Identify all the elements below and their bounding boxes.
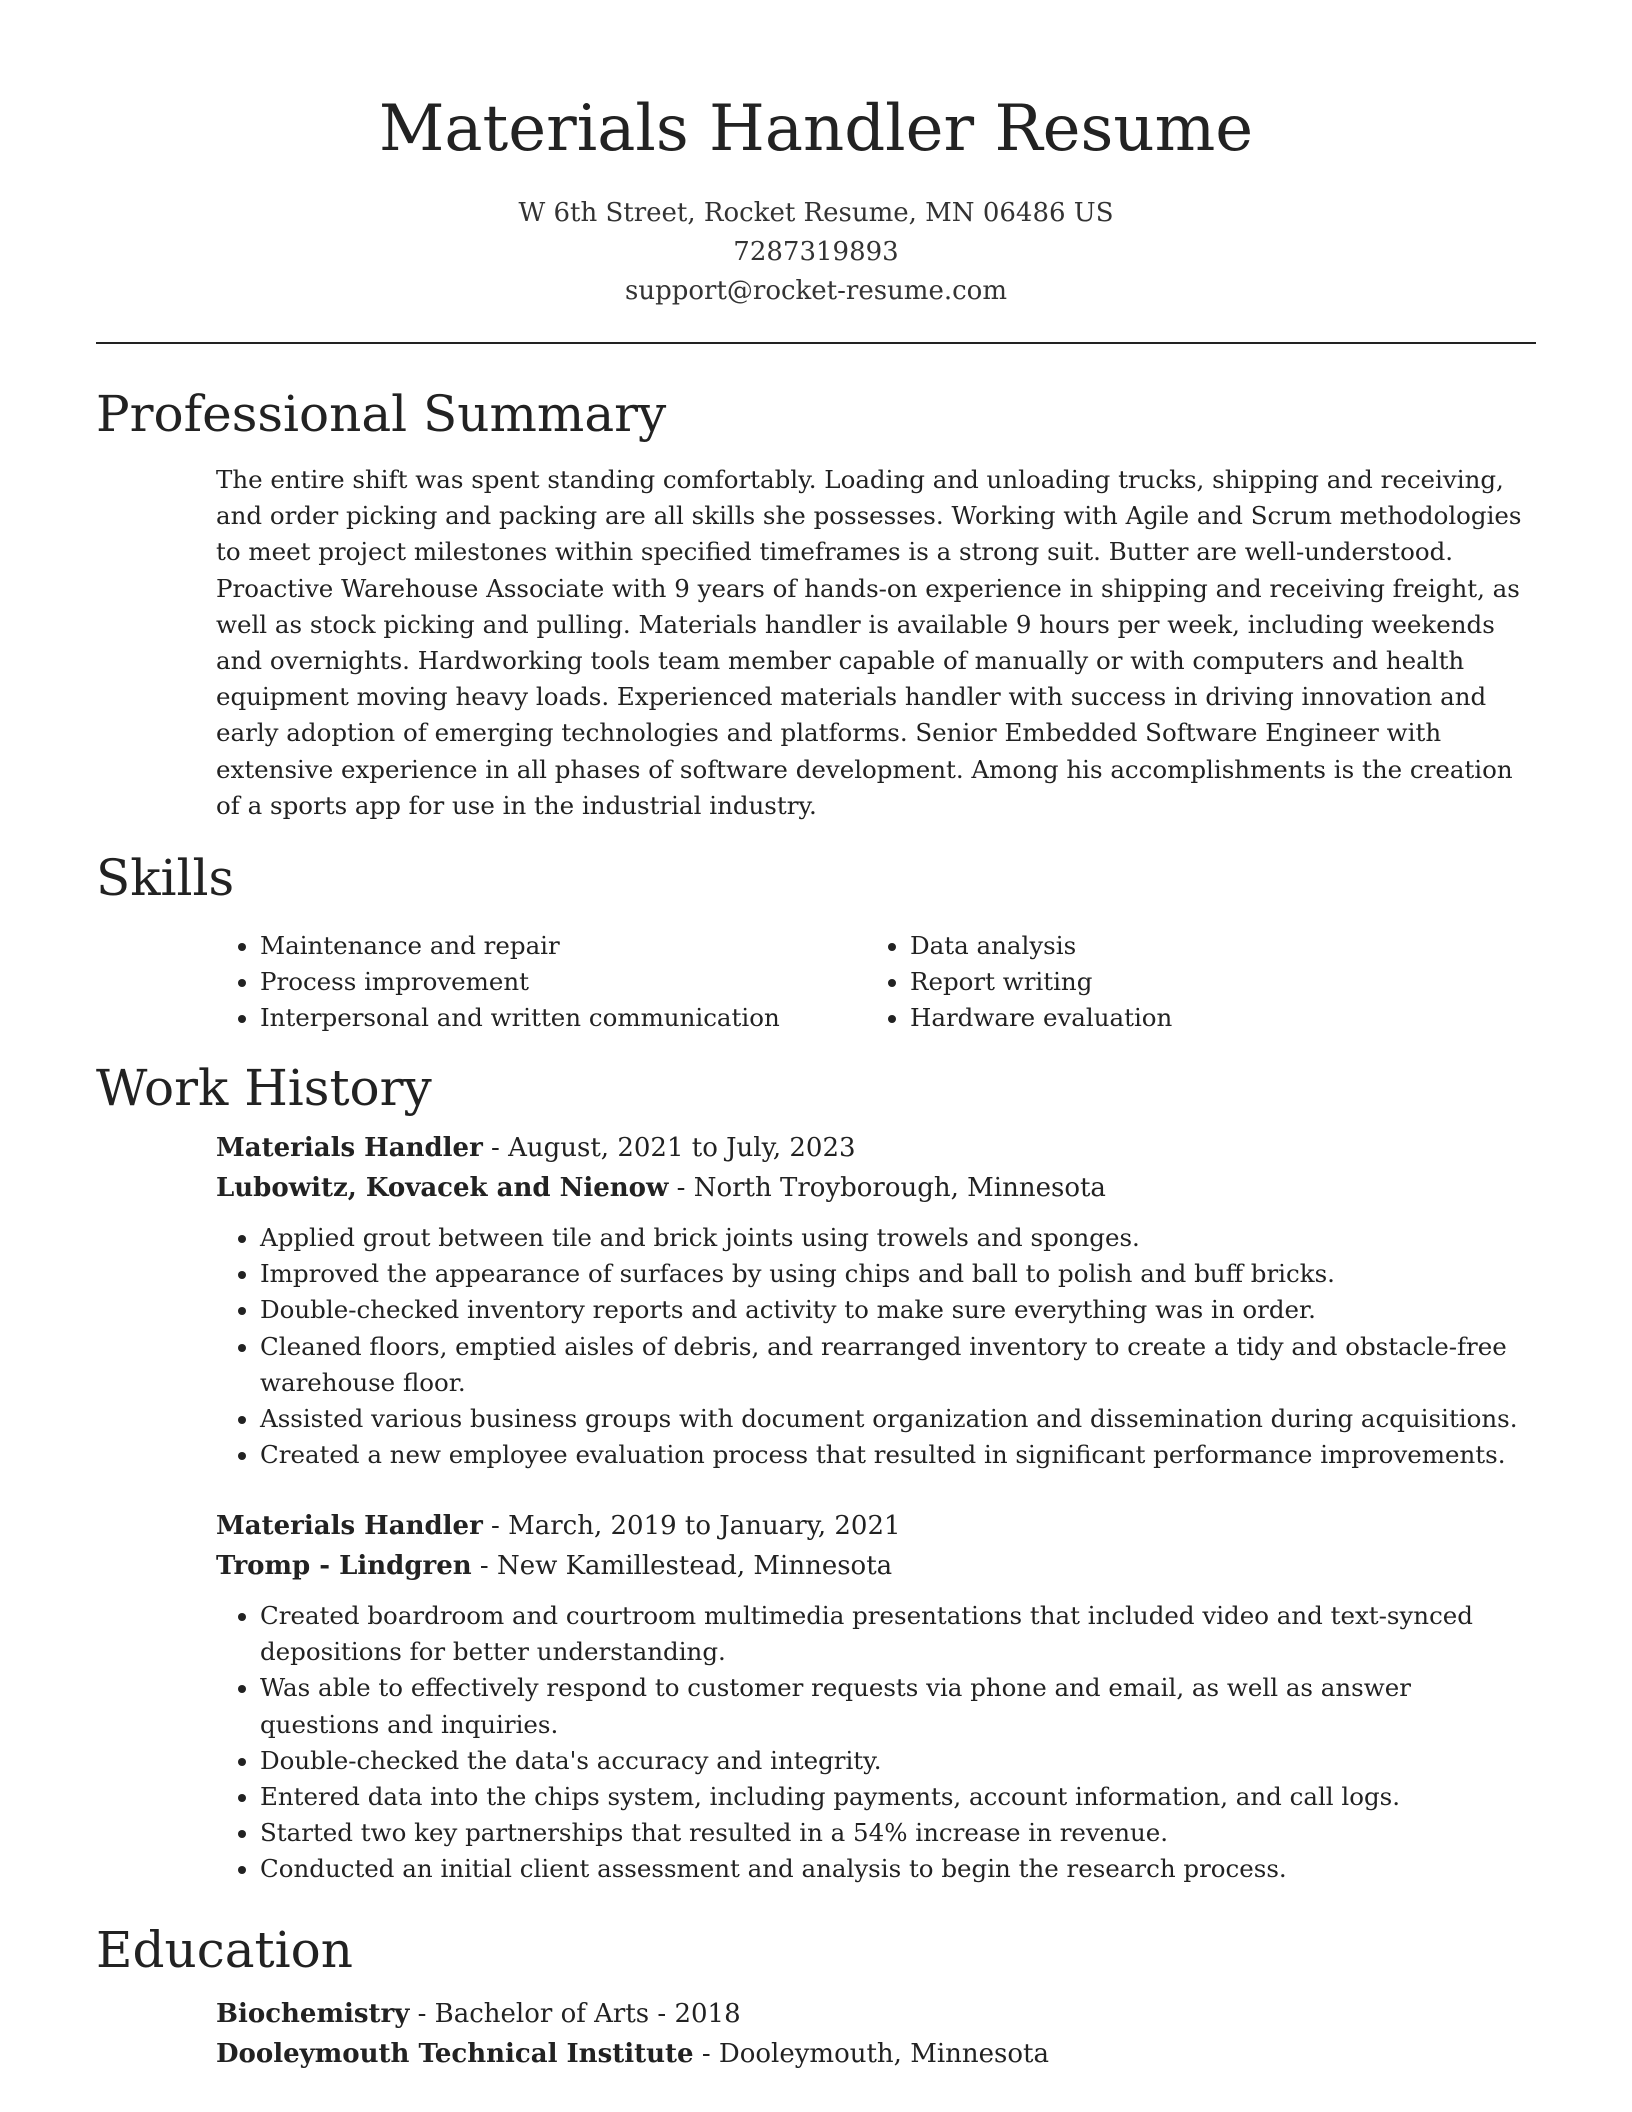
education-heading: Education — [96, 1921, 353, 1979]
job-location: - North Troyborough, Minnesota — [668, 1173, 1106, 1203]
education-school-line — [216, 2034, 1538, 2074]
education-location: - Dooleymouth, Minnesota — [693, 2039, 1049, 2069]
list-item: • Entered data into the chips system, including payments, account information, and call logs. — [260, 1779, 1538, 1815]
contact-email: support@rocket-resume.com — [624, 276, 1007, 306]
education-entry — [216, 1994, 1538, 2074]
job-location: - New Kamillestead, Minnesota — [471, 1551, 893, 1581]
skill-item: • Maintenance and repair — [260, 928, 780, 964]
list-item: • Double-checked the data's accuracy and integrity. — [260, 1743, 1538, 1779]
list-item: • Created boardroom and courtroom multimedia presentations that included video and text-synced depositions for better understanding. — [260, 1598, 1538, 1670]
work-history-heading: Work History — [96, 1059, 432, 1117]
skills-column-right — [866, 928, 1172, 1036]
list-item: • Started two key partnerships that resulted in a 54% increase in revenue. — [260, 1815, 1538, 1851]
job-entry — [216, 1128, 1538, 1473]
job-company: Tromp - Lindgren — [216, 1551, 472, 1581]
summary-heading: Professional Summary — [96, 385, 667, 443]
job-company: Lubowitz, Kovacek and Nienow — [216, 1173, 669, 1203]
education-school: Dooleymouth Technical Institute — [216, 2039, 694, 2069]
list-item: • Double-checked inventory reports and activity to make sure everything was in order. — [260, 1292, 1538, 1328]
summary-text: The entire shift was spent standing comfortably. Loading and unloading trucks, shipping and receiving, and order picking and packing are all skills she possesses. Working with Agile and Scrum methodologies to meet project milestones within specified timeframes is a strong suit. Butter are well-understood. Proactive Warehouse Associate with 9 years of hands-on experience in shipping and receiving freight, as well as stock picking and pulling. Materials handler is available 9 hours per week, including weekends and overnights. Hardworking tools team member capable of manually or with computers and health equipment moving heavy loads. Experienced materials handler with success in driving innovation and early adoption of emerging technologies and platforms. Senior Embedded Software Engineer with extensive experience in all phases of software development. Among his accomplishments is the creation of a sports app for use in the industrial industry. — [216, 465, 1522, 820]
list-item: • Created a new employee evaluation process that resulted in significant performance improvements. — [260, 1437, 1538, 1473]
job-entry — [216, 1506, 1538, 1888]
job-duties — [216, 1598, 1538, 1888]
resume-header — [0, 84, 1632, 311]
job-dates: - March, 2019 to January, 2021 — [482, 1511, 901, 1541]
list-item: • Was able to effectively respond to customer requests via phone and email, as well as answer questions and inquiries. — [260, 1670, 1538, 1742]
job-title-line — [216, 1506, 1538, 1546]
contact-address: W 6th Street, Rocket Resume, MN 06486 US — [518, 198, 1114, 228]
education-field: Biochemistry — [216, 1999, 410, 2029]
list-item: • Cleaned floors, emptied aisles of debris, and rearranged inventory to create a tidy and obstacle-free warehouse floor. — [260, 1329, 1538, 1401]
education-degree: - Bachelor of Arts - 2018 — [409, 1999, 741, 2029]
skill-item: • Interpersonal and written communication — [260, 1000, 780, 1036]
resume-title: Materials Handler Resume — [378, 92, 1254, 166]
job-dates: - August, 2021 to July, 2023 — [482, 1133, 856, 1163]
job-title-line — [216, 1128, 1538, 1168]
job-company-line — [216, 1546, 1538, 1586]
skill-item: • Process improvement — [260, 964, 780, 1000]
job-company-line — [216, 1168, 1538, 1208]
skills-column-left — [216, 928, 780, 1036]
list-item: • Improved the appearance of surfaces by using chips and ball to polish and buff bricks. — [260, 1256, 1538, 1292]
header-divider — [96, 342, 1536, 344]
contact-phone: 7287319893 — [733, 237, 899, 267]
skill-item: • Data analysis — [910, 928, 1172, 964]
skill-item: • Report writing — [910, 964, 1172, 1000]
list-item: • Conducted an initial client assessment and analysis to begin the research process. — [260, 1851, 1538, 1887]
job-duties — [216, 1220, 1538, 1473]
list-item: • Applied grout between tile and brick joints using trowels and sponges. — [260, 1220, 1538, 1256]
job-position: Materials Handler — [216, 1133, 483, 1163]
list-item: • Assisted various business groups with document organization and dissemination during acquisitions. — [260, 1401, 1538, 1437]
skill-item: • Hardware evaluation — [910, 1000, 1172, 1036]
education-degree-line — [216, 1994, 1538, 2034]
job-position: Materials Handler — [216, 1511, 483, 1541]
skills-heading: Skills — [96, 849, 235, 907]
